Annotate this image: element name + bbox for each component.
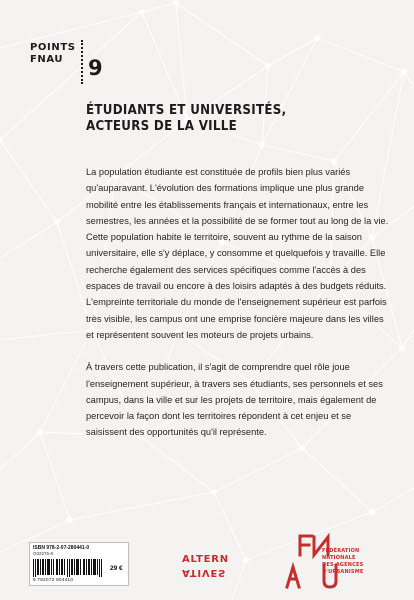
body-paragraph-2: À travers cette publication, il s'agit de comprendre quel rôle joue l'enseignement supérieur, à travers ses étudiants, ses personnels et ses campus, dans la ville et sur les projets de territoire, mais également de percevoir la façon dont les territoires répondent à cet enjeu et se saisissent des opportunités qu'il représente. — [86, 362, 383, 438]
fnau-line-1: FÉDÉRATION — [322, 548, 360, 554]
series-label — [30, 42, 76, 66]
series-label-fnau: FNAU — [30, 54, 64, 65]
back-cover-text — [86, 164, 390, 457]
fnau-line-4: D'URBANISME — [322, 569, 364, 575]
isbn-text: ISBN 978-2-07-280441-0 — [33, 545, 90, 551]
series-number: 9 — [88, 56, 103, 80]
fnau-line-3: DES AGENCES — [322, 562, 364, 568]
barcode-label — [29, 542, 129, 586]
fnau-line-2: NATIONALE — [322, 555, 356, 561]
barcode-digits: 9 782072 804410 — [33, 577, 74, 582]
product-code: G02276-8 — [33, 551, 54, 556]
series-divider — [81, 40, 83, 84]
publisher-logo — [182, 554, 229, 578]
series-label-points: POINTS — [30, 42, 76, 53]
book-title-line-1: ÉTUDIANTS ET UNIVERSITÉS, — [86, 103, 287, 118]
price: 29 € — [110, 565, 123, 572]
book-title-line-2: ACTEURS DE LA VILLE — [86, 118, 238, 134]
publisher-logo-line-2: ATIVES — [182, 567, 227, 578]
barcode-graphic — [33, 559, 105, 577]
body-paragraph-1: La population étudiante est constituée de profils bien plus variés qu'auparavant. L'évolution des formations implique une plus grande mobilité entre les établissements français et internationaux, entre les semestres, les années et la possibilité de se former tout au long de la vie. Cette population habite le territoire, souvent au rythme de la saison universitaire, elle s'y déplace, y consomme et quelquefois y travaille. Elle recherche également des services spécifiques comme l'accès à des espaces de travail ou encore à des loisirs adaptés à des budgets réduits. L'empreinte territoriale du monde de l'enseignement supérieur est parfois très visible, les campus ont une emprise foncière majeure dans les villes et représentent souvent les moteurs de projets urbains. — [86, 167, 389, 340]
fnau-full-name — [322, 548, 364, 576]
book-title — [86, 103, 386, 134]
publisher-logo-line-1: ALTERN — [182, 554, 229, 565]
